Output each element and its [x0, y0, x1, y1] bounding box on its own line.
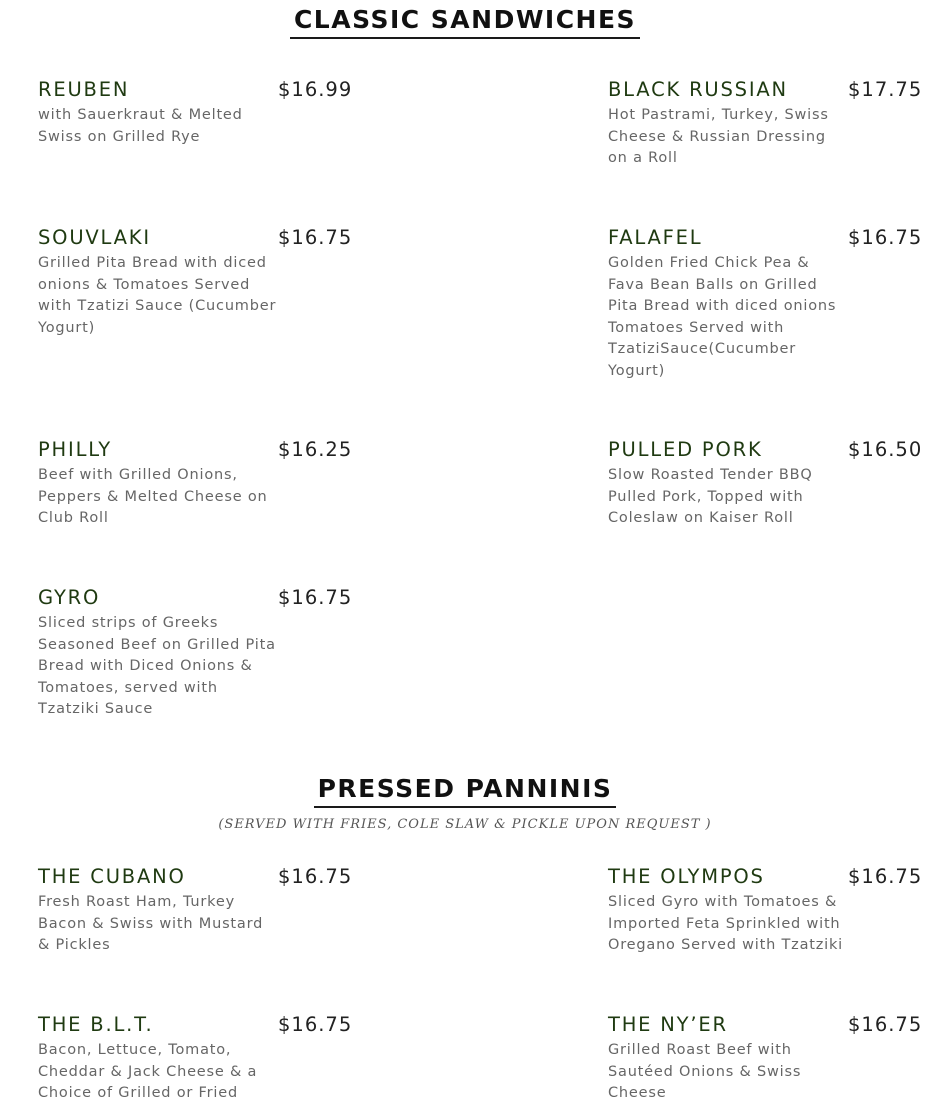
item-description: Sliced strips of Greeks Seasoned Beef on Grilled Pita Bread with Diced Onions & Tomatoes, served with Tzatziki Sauce — [38, 615, 276, 717]
item-description: Sliced Gyro with Tomatoes & Imported Feta Sprinkled with Oregano Served with Tzatziki — [608, 894, 844, 953]
item-name: THE CUBANO — [38, 865, 186, 888]
item-price: $16.75 — [848, 226, 923, 249]
item-name: FALAFEL — [608, 226, 703, 249]
item-description: Golden Fried Chick Pea & Fava Bean Balls on Grilled Pita Bread with diced onions Tomatoes Served with TzatiziSauce(Cucumber Yogurt) — [608, 255, 837, 379]
item-description: Grilled Pita Bread with diced onions & Tomatoes Served with Tzatizi Sauce (Cucumber Yogurt) — [38, 255, 277, 336]
item-description: Beef with Grilled Onions, Peppers & Melted Cheese on Club Roll — [38, 467, 268, 526]
item-price: $16.75 — [848, 1013, 923, 1036]
item-description: Slow Roasted Tender BBQ Pulled Pork, Topped with Coleslaw on Kaiser Roll — [608, 467, 813, 526]
item-price: $17.75 — [848, 78, 923, 101]
section-title-pressed-panninis — [0, 767, 930, 808]
item-price: $16.75 — [278, 586, 353, 609]
item-name: BLACK RUSSIAN — [608, 78, 788, 101]
item-price: $16.99 — [278, 78, 353, 101]
section-title-text: CLASSIC SANDWICHES — [290, 5, 640, 39]
item-description: Hot Pastrami, Turkey, Swiss Cheese & Russian Dressing on a Roll — [608, 107, 829, 166]
section-title-classic-sandwiches — [0, 0, 930, 39]
item-description: Bacon, Lettuce, Tomato, Cheddar & Jack Cheese & a Choice of Grilled or Fried — [38, 1042, 258, 1101]
item-description: with Sauerkraut & Melted Swiss on Grilled Rye — [38, 107, 243, 145]
section-title-text: PRESSED PANNINIS — [314, 774, 617, 808]
item-name: SOUVLAKI — [38, 226, 151, 249]
item-price: $16.50 — [848, 438, 923, 461]
section-subtitle: (SERVED WITH FRIES, COLE SLAW & PICKLE UPON REQUEST ) — [218, 817, 712, 832]
item-price: $16.75 — [848, 865, 923, 888]
item-price: $16.25 — [278, 438, 353, 461]
item-price: $16.75 — [278, 865, 353, 888]
item-name: THE NY’ER — [608, 1013, 728, 1036]
item-name: GYRO — [38, 586, 101, 609]
item-name: THE B.L.T. — [38, 1013, 154, 1036]
item-name: REUBEN — [38, 78, 130, 101]
item-description: Fresh Roast Ham, Turkey Bacon & Swiss with Mustard & Pickles — [38, 894, 264, 953]
item-price: $16.75 — [278, 1013, 353, 1036]
item-name: PULLED PORK — [608, 438, 763, 461]
item-name: THE OLYMPOS — [608, 865, 765, 888]
item-price: $16.75 — [278, 226, 353, 249]
item-name: PHILLY — [38, 438, 113, 461]
item-description: Grilled Roast Beef with Sautéed Onions & Swiss Cheese — [608, 1042, 802, 1101]
